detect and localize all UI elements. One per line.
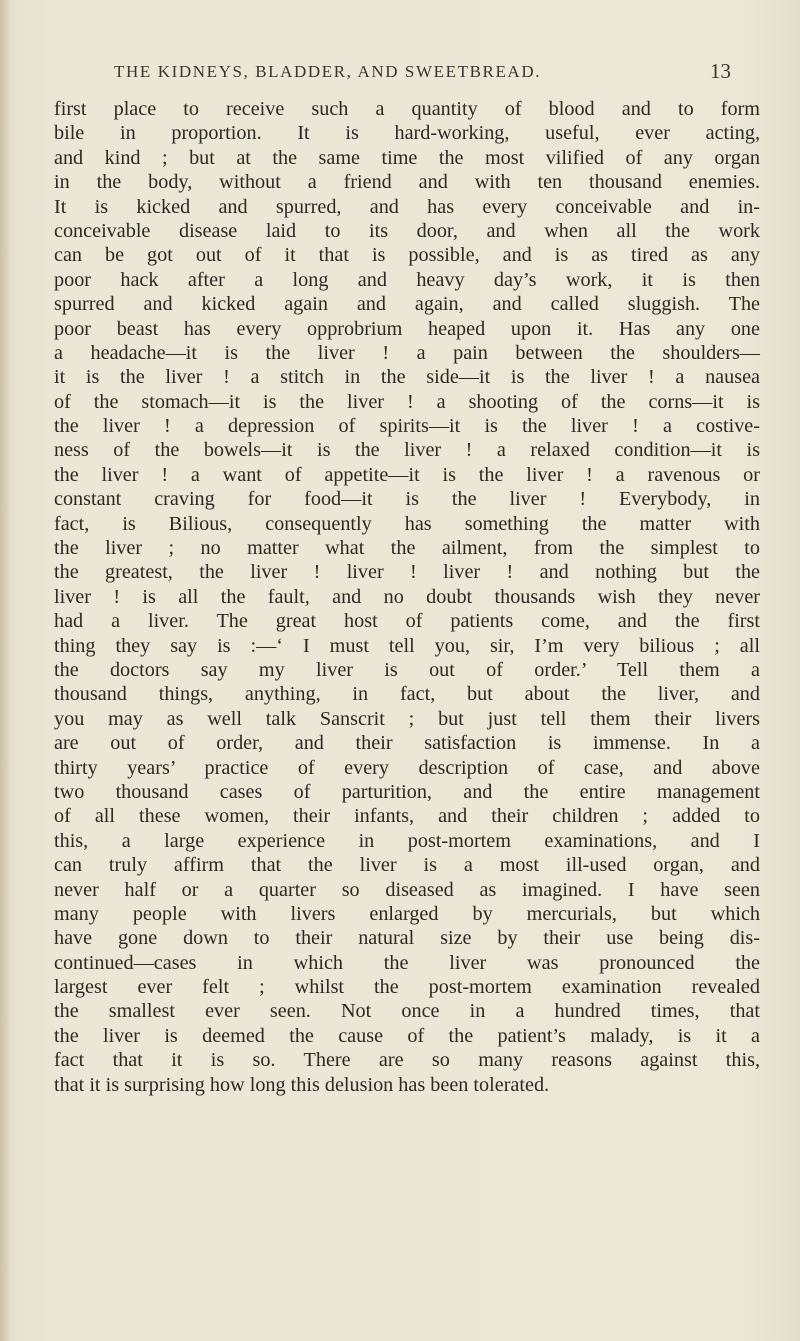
text-line: and kind ; but at the same time the most vilified of any organ	[54, 146, 760, 169]
text-line: the liver ; no matter what the ailment, from the simplest to	[54, 537, 760, 560]
text-line: many people with livers enlarged by mercurials, but which	[54, 902, 760, 925]
text-line: fact that it is so. There are so many reasons against this,	[54, 1049, 760, 1072]
text-line: thing they say is :—‘ I must tell you, sir, I’m very bilious ; all	[54, 634, 760, 657]
text-line: thirty years’ practice of every description of case, and above	[54, 756, 760, 779]
running-head	[52, 59, 752, 92]
text-line: It is kicked and spurred, and has every conceivable and in-	[54, 195, 760, 218]
text-line: fact, is Bilious, consequently has something the matter with	[54, 512, 760, 535]
text-line: spurred and kicked again and again, and called sluggish. The	[54, 293, 760, 316]
text-line: bile in proportion. It is hard-working, useful, ever acting,	[54, 122, 760, 145]
text-line: two thousand cases of parturition, and the entire management	[54, 780, 760, 803]
text-line: can truly affirm that the liver is a most ill-used organ, and	[54, 854, 760, 877]
text-line: the greatest, the liver ! liver ! liver ! and nothing but the	[54, 561, 760, 584]
text-line: you may as well talk Sanscrit ; but just tell them their livers	[54, 707, 760, 730]
text-line: first place to receive such a quantity of blood and to form	[54, 98, 760, 120]
text-line: largest ever felt ; whilst the post-mortem examination revealed	[54, 976, 760, 999]
text-line: in the body, without a friend and with ten thousand enemies.	[54, 171, 760, 194]
text-line: poor beast has every opprobrium heaped upon it. Has any one	[54, 317, 760, 340]
text-line: liver ! is all the fault, and no doubt thousands wish they never	[54, 585, 760, 608]
text-line: poor hack after a long and heavy day’s work, it is then	[54, 268, 760, 291]
text-line: the liver ! a depression of spirits—it is the liver ! a costive-	[54, 415, 760, 438]
text-line: have gone down to their natural size by their use being dis-	[54, 927, 760, 950]
text-line: had a liver. The great host of patients come, and the first	[54, 610, 760, 633]
running-title: THE KIDNEYS, BLADDER, AND SWEETBREAD.	[114, 62, 542, 81]
text-line: the smallest ever seen. Not once in a hundred times, that	[54, 1000, 760, 1023]
page-number: 13	[710, 59, 731, 83]
text-line: it is the liver ! a stitch in the side—it is the liver ! a nausea	[54, 366, 760, 389]
text-line: never half or a quarter so diseased as imagined. I have seen	[54, 878, 760, 901]
text-line: the liver is deemed the cause of the patient’s malady, is it a	[54, 1024, 760, 1047]
page-gutter-shadow	[0, 0, 10, 1341]
text-line: the doctors say my liver is out of order.’ Tell them a	[54, 658, 760, 681]
text-line: ness of the bowels—it is the liver ! a relaxed condition—it is	[54, 439, 760, 462]
text-line: a headache—it is the liver ! a pain between the shoulders—	[54, 341, 760, 364]
text-line: continued—cases in which the liver was pronounced the	[54, 951, 760, 974]
text-line: thousand things, anything, in fact, but about the liver, and	[54, 683, 760, 706]
body-text	[54, 97, 760, 1097]
text-line: the liver ! a want of appetite—it is the liver ! a ravenous or	[54, 463, 760, 486]
text-line: this, a large experience in post-mortem examinations, and I	[54, 829, 760, 852]
text-line: of all these women, their infants, and their children ; added to	[54, 805, 760, 828]
text-line: constant craving for food—it is the liver ! Everybody, in	[54, 488, 760, 511]
text-line: can be got out of it that is possible, and is as tired as any	[54, 244, 760, 267]
text-line: conceivable disease laid to its door, and when all the work	[54, 219, 760, 242]
text-line: of the stomach—it is the liver ! a shooting of the corns—it is	[54, 390, 760, 413]
text-line: are out of order, and their satisfaction is immense. In a	[54, 732, 760, 755]
text-line: that it is surprising how long this delusion has been tolerated.	[54, 1073, 550, 1096]
